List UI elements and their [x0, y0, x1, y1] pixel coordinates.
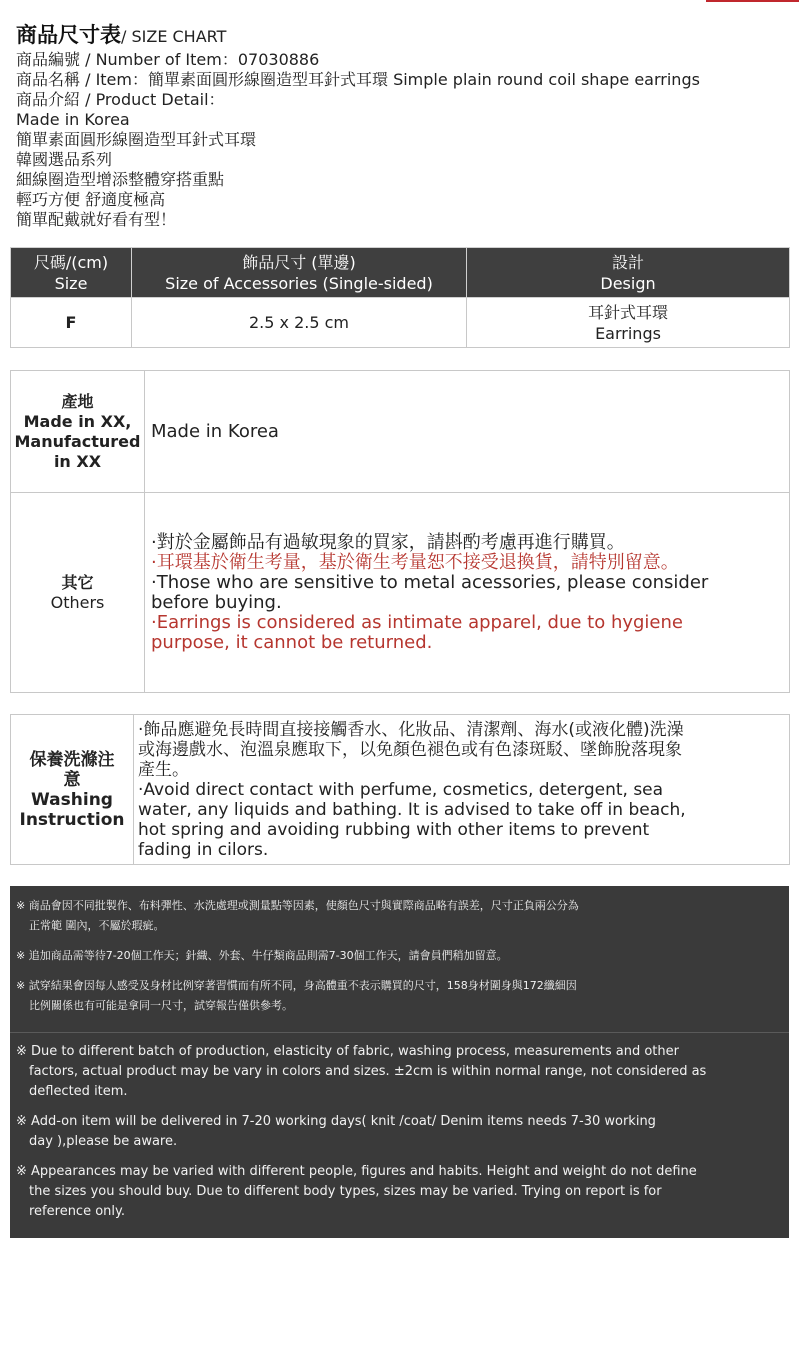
design-en: Earrings [595, 323, 661, 343]
notes-panel [10, 886, 789, 1238]
note-zh [16, 896, 776, 936]
product-detail-line: 簡單素面圓形線圈造型耳針式耳環 [16, 130, 257, 149]
size-column-header [11, 248, 132, 298]
note-line: ※ 商品會因不同批製作、布料彈性、水洗處理或測量點等因素，使顏色尺寸與實際商品略有誤差，尺寸正負兩公分為 [16, 899, 579, 912]
origin-label-en: Manufactured [14, 431, 141, 451]
note-en [16, 1042, 776, 1102]
header-en: Design [600, 273, 656, 293]
title-en: / SIZE CHART [121, 27, 227, 46]
page-title [16, 20, 786, 50]
washing-line: ·飾品應避免長時間直接接觸香水、化妝品、清潔劑、海水(或液化體)洗澡 [138, 719, 684, 740]
note-line: reference only. [29, 1204, 125, 1219]
item-number: 商品編號 / Number of Item：07030886 [16, 50, 320, 69]
header-en: Size [54, 273, 88, 293]
header-zh: 尺碼/(cm) [33, 252, 109, 272]
product-detail-line: 簡單配戴就好看有型！ [16, 210, 177, 229]
product-detail-line: 輕巧方便 舒適度極高 [16, 190, 166, 209]
washing-label-en: Washing [31, 789, 113, 810]
detail-table [10, 370, 790, 693]
product-detail-line: 韓國選品系列 [16, 150, 113, 169]
origin-label [11, 371, 145, 493]
others-warning-line: ·Earrings is considered as intimate apparel, due to hygiene [151, 611, 683, 633]
header-zh: 設計 [611, 252, 644, 272]
others-line: ·Those who are sensitive to metal acessories, please consider [151, 571, 709, 593]
note-line: day ),please be aware. [29, 1134, 178, 1149]
table-row [11, 298, 790, 348]
design-zh: 耳針式耳環 [587, 302, 668, 322]
washing-label-en: Instruction [19, 809, 125, 830]
item-name: 商品名稱 / Item：簡單素面圓形線圈造型耳針式耳環 Simple plain round coil shape earrings [16, 70, 700, 89]
note-line: ※ Due to different batch of production, elasticity of fabric, washing process, measurements and other [16, 1044, 679, 1059]
washing-line: 產生。 [138, 759, 189, 780]
origin-label-en: Made in XX, [23, 411, 132, 431]
note-en [16, 1162, 776, 1222]
note-line: ※ 試穿結果會因每人感受及身材比例穿著習慣而有所不同，身高體重不表示購買的尺寸，158身材圍身與172纖細因 [16, 979, 577, 992]
accessory-size-column-header [132, 248, 467, 298]
washing-line: water, any liquids and bathing. It is advised to take off in beach, [138, 799, 686, 820]
note-line: the sizes you should buy. Due to different body types, sizes may be varied. Trying on report is for [29, 1184, 662, 1199]
others-label-en: Others [50, 592, 105, 612]
washing-label-zh: 意 [63, 769, 81, 790]
washing-line: 或海邊戲水、泡溫泉應取下，以免顏色褪色或有色漆斑駁、墜飾脫落現象 [138, 739, 682, 760]
others-label-zh: 其它 [61, 572, 94, 592]
product-detail-line: Made in Korea [16, 110, 130, 129]
washing-line: fading in cilors. [138, 839, 269, 860]
product-detail-label: 商品介紹 / Product Detail： [16, 90, 225, 109]
washing-row [11, 715, 790, 865]
others-row [11, 493, 790, 693]
washing-label [11, 715, 134, 865]
size-cell: F [11, 298, 132, 348]
note-line: ※ 追加商品需等待7-20個工作天；針織、外套、牛仔類商品則需7-30個工作天，請會員們稍加留意。 [16, 949, 508, 962]
others-label [11, 493, 145, 693]
washing-table [10, 714, 790, 865]
note-zh [16, 976, 776, 1016]
product-detail-line: 細線圈造型增添整體穿搭重點 [16, 170, 225, 189]
others-warning-line: purpose, it cannot be returned. [151, 631, 433, 653]
note-en [16, 1112, 776, 1152]
note-line: 比例關係也有可能是拿同一尺寸，試穿報告僅供參考。 [29, 999, 293, 1012]
accessory-size-cell: 2.5 x 2.5 cm [132, 298, 467, 348]
design-cell [467, 298, 790, 348]
others-value [145, 493, 790, 693]
notes-divider [10, 1032, 789, 1033]
others-line: ·對於金屬飾品有過敏現象的買家，請斟酌考慮再進行購買。 [151, 531, 625, 553]
size-chart-header [16, 20, 786, 230]
note-line: ※ Add-on item will be delivered in 7-20 working days( knit /coat/ Denim items needs 7-30 working [16, 1114, 656, 1129]
title-zh: 商品尺寸表 [16, 23, 121, 47]
top-accent-bar [706, 0, 799, 2]
origin-label-en: in XX [53, 451, 102, 471]
note-line: ※ Appearances may be varied with different people, figures and habits. Height and weight do not define [16, 1164, 697, 1179]
size-table-header-row [11, 248, 790, 298]
others-warning-line: ·耳環基於衛生考量，基於衛生考量恕不接受退換貨，請特別留意。 [151, 551, 679, 573]
washing-line: hot spring and avoiding rubbing with other items to prevent [138, 819, 650, 840]
origin-row [11, 371, 790, 493]
size-table [10, 247, 790, 348]
washing-line: ·Avoid direct contact with perfume, cosmetics, detergent, sea [138, 779, 664, 800]
origin-value: Made in Korea [145, 371, 790, 493]
origin-label-zh: 產地 [61, 391, 94, 411]
note-line: factors, actual product may be vary in colors and sizes. ±2cm is within normal range, not considered as [29, 1064, 707, 1079]
note-line: 正常範 圍內，不屬於瑕疵。 [29, 919, 165, 932]
washing-value [134, 715, 790, 865]
note-zh [16, 946, 776, 966]
note-line: deflected item. [29, 1084, 128, 1099]
header-en: Size of Accessories (Single-sided) [165, 273, 433, 293]
header-zh: 飾品尺寸 (單邊) [242, 252, 356, 272]
design-column-header [467, 248, 790, 298]
others-line: before buying. [151, 591, 282, 613]
washing-label-zh: 保養洗滌注 [29, 749, 115, 770]
